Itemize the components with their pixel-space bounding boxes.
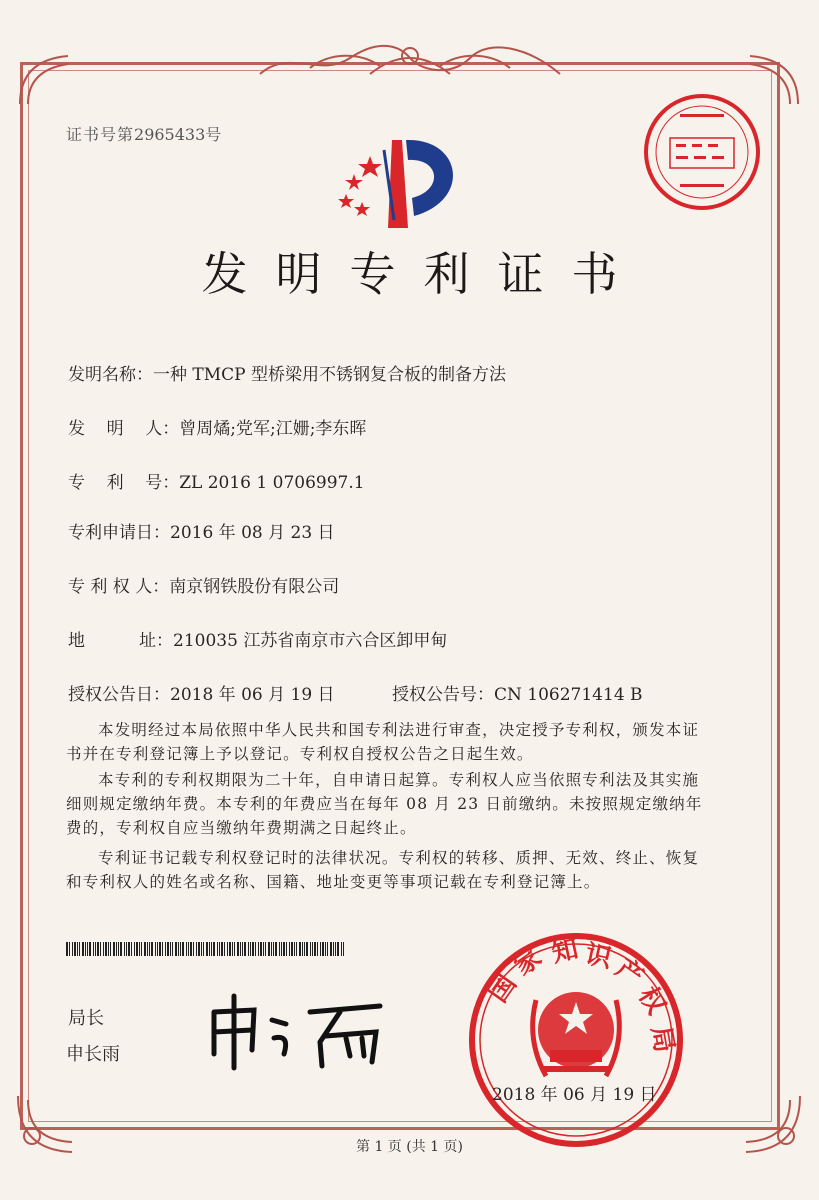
invention-name-field: 发明名称：一种 TMCP 型桥梁用不锈钢复合板的制备方法	[68, 365, 506, 385]
director-title: 局长	[68, 1008, 104, 1029]
page-footer: 第 1 页 (共 1 页)	[356, 1139, 463, 1155]
top-ornament	[250, 38, 570, 84]
patent-number-field: 专 利 号：ZL 2016 1 0706997.1	[68, 473, 365, 493]
tax-stamp-seal	[640, 90, 764, 214]
patentee-field: 专 利 权 人：南京钢铁股份有限公司	[68, 577, 340, 597]
svg-text:局: 局	[645, 1024, 680, 1055]
cnipa-official-seal	[466, 930, 686, 1150]
certificate-number: 证书号第2965433号	[66, 125, 223, 144]
paragraph-grant: 本发明经过本局依照中华人民共和国专利法进行审查，决定授予专利权，颁发本证书并在专利登记簿上予以登记。专利权自授权公告之日起生效。	[66, 721, 700, 763]
inventors-field: 发 明 人：曾周燏;党军;江姗;李东晖	[68, 419, 367, 439]
filing-date-field: 专利申请日：2016 年 08 月 23 日	[68, 523, 335, 543]
paragraph-term: 本专利的专利权期限为二十年，自申请日起算。专利权人应当依照专利法及其实施细则规定缴纳年费。本专利的年费应当在每年 08 月 23 日前缴纳。未按照规定缴纳年费的，专利权自应当缴纳年费期满之日起终止。	[66, 771, 703, 837]
svg-text:国: 国	[483, 969, 523, 1009]
director-name: 申长雨	[66, 1044, 120, 1065]
svg-text:识: 识	[582, 939, 615, 975]
paragraph-legal-status: 专利证书记载专利权登记时的法律状况。专利权的转移、质押、无效、终止、恢复和专利权人的姓名或名称、国籍、地址变更等事项记载在专利登记簿上。	[66, 849, 700, 891]
svg-text:家: 家	[508, 942, 548, 982]
director-signature	[200, 982, 400, 1072]
grant-date-field: 授权公告日：2018 年 06 月 19 日	[68, 685, 335, 705]
svg-text:权: 权	[632, 981, 672, 1020]
certificate-title: 发明专利证书	[201, 247, 646, 301]
address-field: 地 址：210035 江苏省南京市六合区卸甲甸	[68, 631, 448, 651]
seal-date: 2018 年 06 月 19 日	[492, 1085, 657, 1105]
grant-number-field: 授权公告号：CN 106271414 B	[392, 685, 643, 705]
corner-ornament-top-left	[14, 50, 74, 110]
svg-text:知: 知	[549, 934, 581, 969]
svg-text:产: 产	[609, 953, 649, 993]
cnipa-logo-icon	[332, 120, 472, 230]
barcode	[66, 942, 346, 956]
